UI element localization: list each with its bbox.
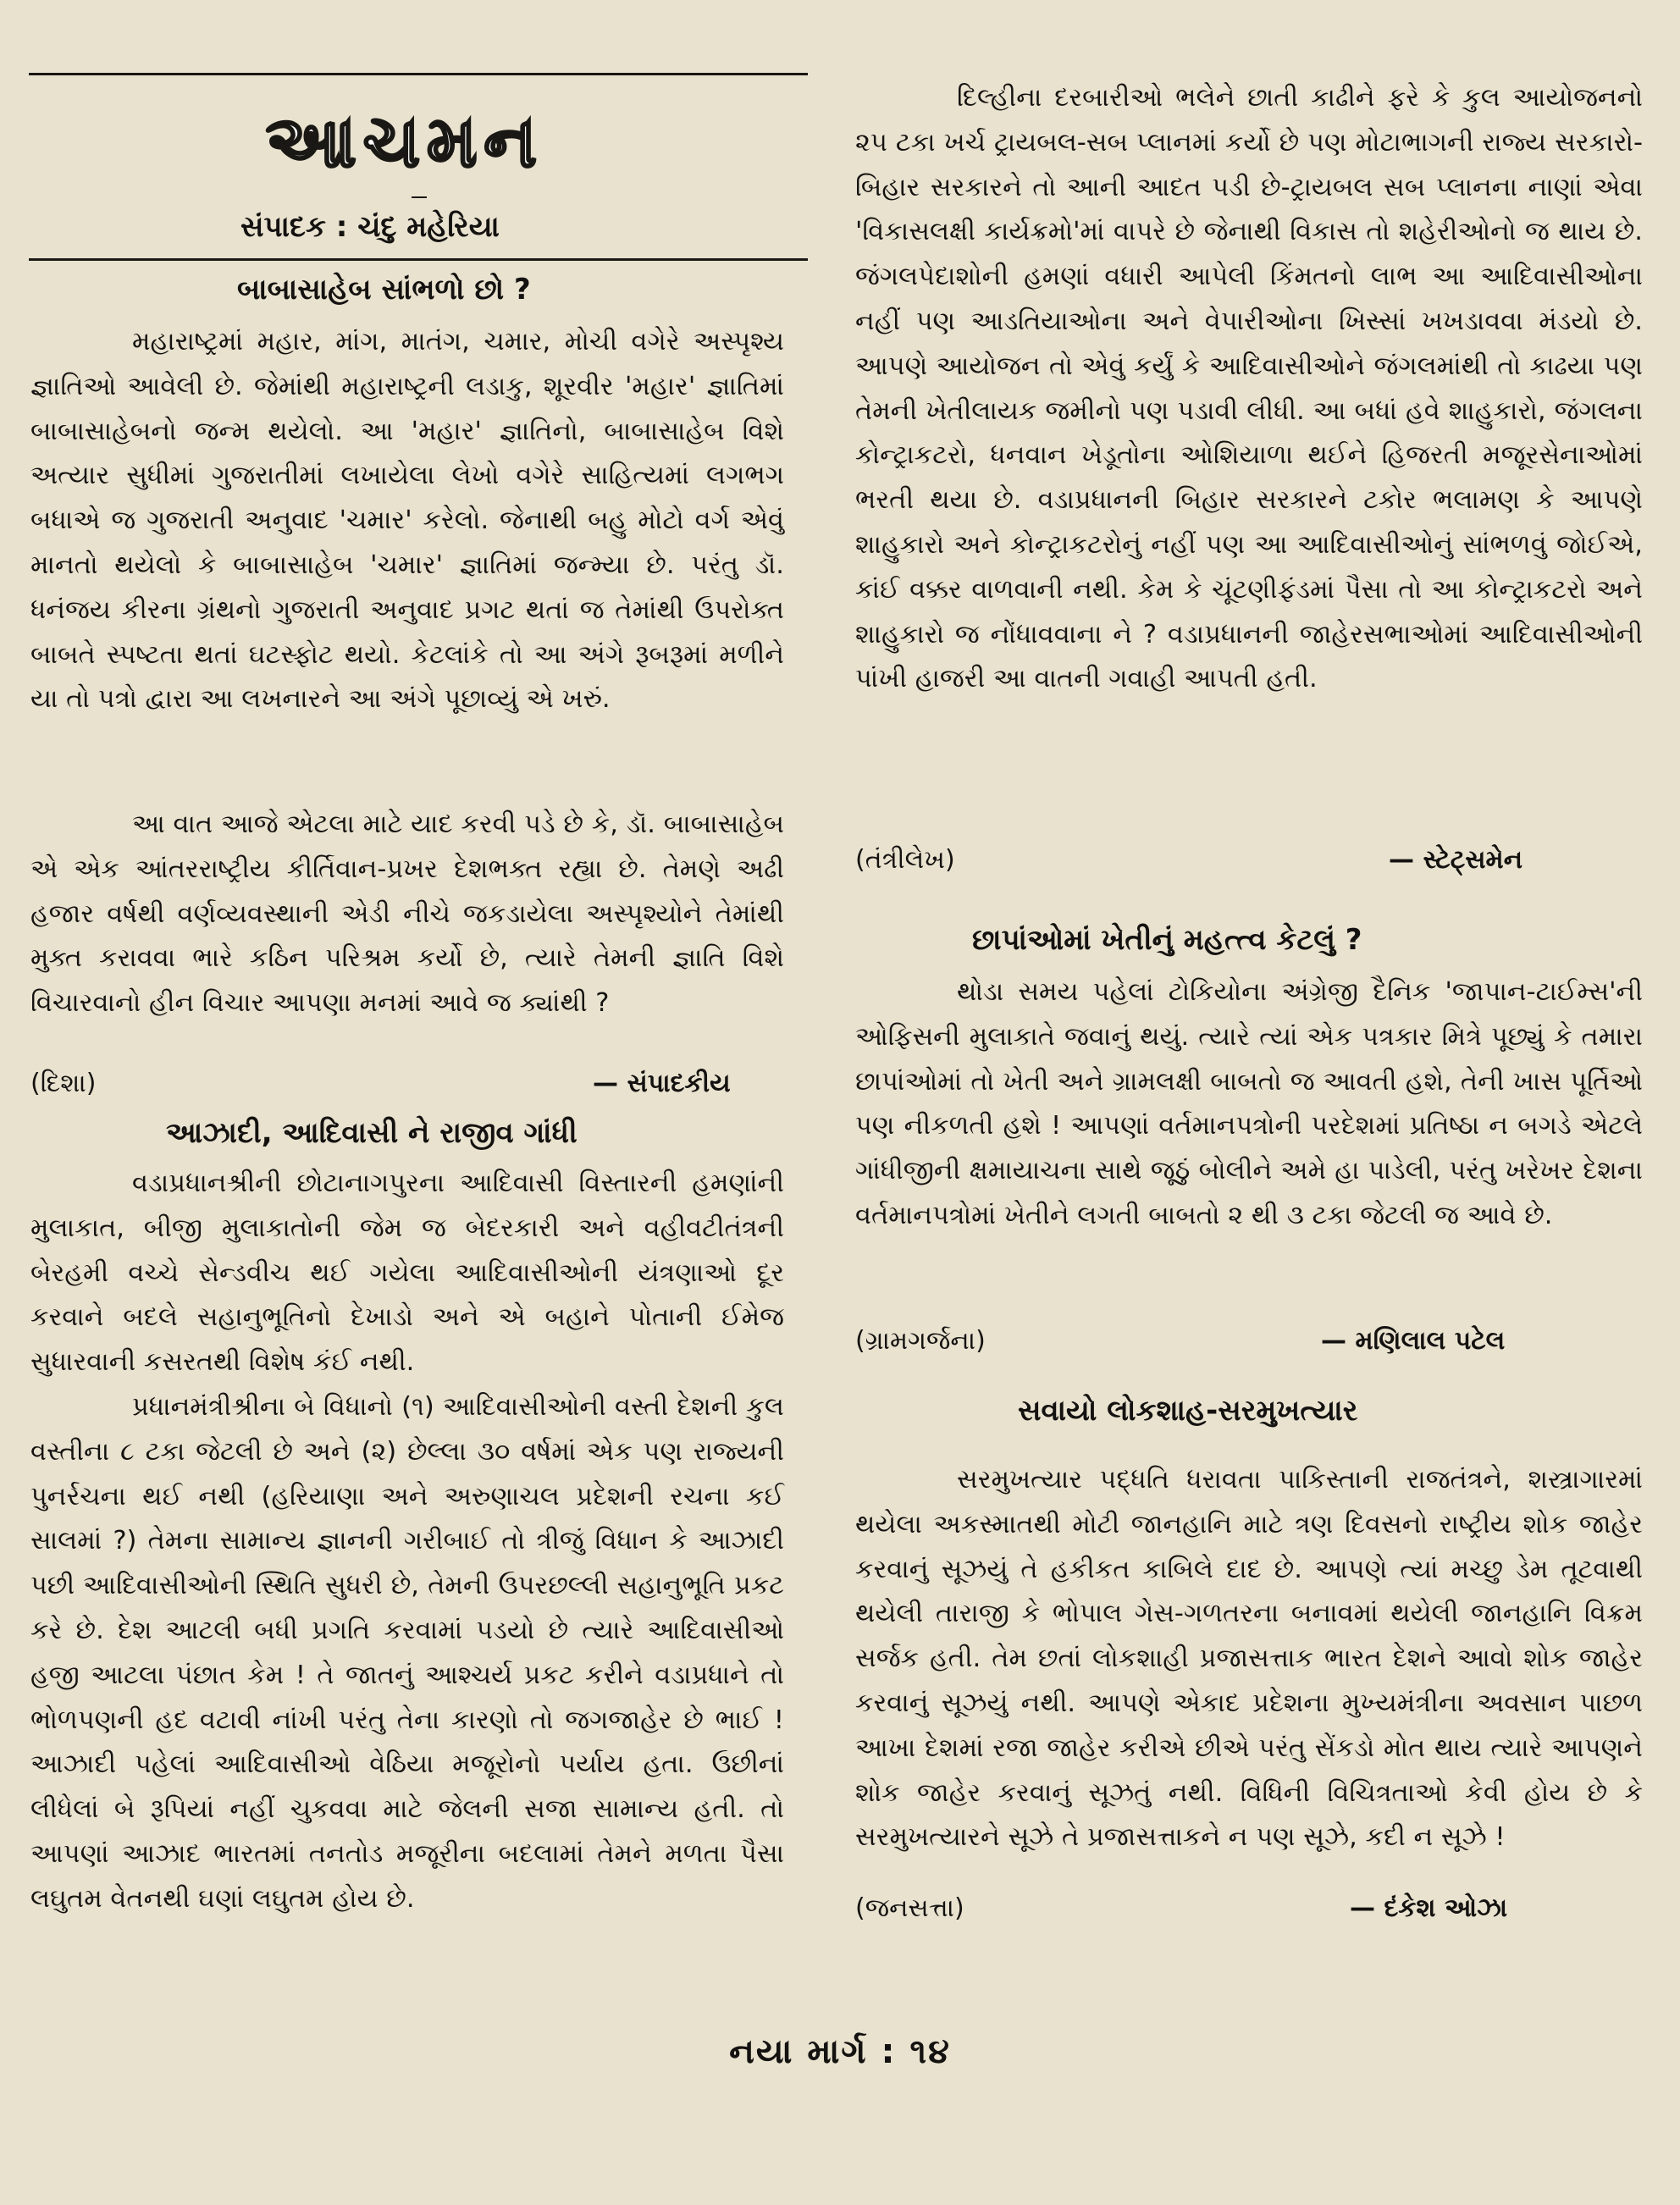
article-4-credit: — દંકેશ ઓઝા (1350, 1893, 1508, 1923)
top-rule (29, 73, 808, 75)
article-3-credit: — મણિલાલ પટેલ (1321, 1326, 1506, 1356)
article-2-paragraph-1: વડાપ્રધાનશ્રીની છોટાનાગપુરના આદિવાસી વિસ્તારની હમણાંની મુલાકાત, બીજી મુલાકાતોની જેમ જ બેદરકારી અને વહીવટીતંત્રની બેરહમી વચ્ચે સેન્ડવીચ થઈ ગયેલા આદિવાસીઓની યંત્રણાઓ દૂર કરવાને બદલે સહાનુભૂતિનો દેખાડો અને એ બહાને પોતાની ઈમેજ સુધારવાની કસરતથી વિશેષ કંઈ નથી. (30, 1169, 784, 1378)
article-2-paragraph-2: પ્રધાનમંત્રીશ્રીના બે વિધાનો (૧) આદિવાસીઓની વસ્તી દેશની કુલ વસ્તીના ૮ ટકા જેટલી છે અને (૨) છેલ્લા ૩૦ વર્ષમાં એક પણ રાજ્યની પુનર્રચના થઈ નથી (હરિયાણા અને અરુણાચલ પ્રદેશની રચના કઈ સાલમાં ?) તેમના સામાન્ય જ્ઞાનની ગરીબાઈ તો ત્રીજું વિધાન કે આઝાદી પછી આદિવાસીઓની સ્થિતિ સુધરી છે, તેમની ઉપરછલ્લી સહાનુભૂતિ પ્રકટ કરે છે. દેશ આટલી બધી પ્રગતિ કરવામાં પડયો છે ત્યારે આદિવાસીઓ હજી આટલા પંછાત કેમ ! તે જાતનું આશ્ચર્ય પ્રકટ કરીને વડાપ્રધાને તો ભોળપણની હદ વટાવી નાંખી પરંતુ તેના કારણો તો જગજાહેર છે ભાઈ ! આઝાદી પહેલાં આદિવાસીઓ વેઠિયા મજૂરોનો પર્યાય હતા. ઉછીનાં લીધેલાં બે રૂપિયાં નહીં ચુકવવા માટે જેલની સજા સામાન્ય હતી. તો આપણાં આઝાદ ભારતમાં તનતોડ મજૂરીના બદલામાં તેમને મળતા પૈસા લઘુતમ વેતનથી ઘણાં લઘુતમ હોય છે. (30, 1392, 784, 1914)
article-1-paragraph-1: મહારાષ્ટ્રમાં મહાર, માંગ, માતંગ, ચમાર, મોચી વગેરે અસ્પૃશ્ય જ્ઞાતિઓ આવેલી છે. જેમાંથી મહારાષ્ટ્રની લડાકુ, શૂરવીર 'મહાર' જ્ઞાતિમાં બાબાસાહેબનો જન્મ થયેલો. આ 'મહાર' જ્ઞાતિનો, બાબાસાહેબ વિશે અત્યાર સુધીમાં ગુજરાતીમાં લખાયેલા લેખો વગેરે સાહિત્યમાં લગભગ બધાએ જ ગુજરાતી અનુવાદ 'ચમાર' કરેલો. જેનાથી બહુ મોટો વર્ગ એવું માનતો થયેલો કે બાબાસાહેબ 'ચમાર' જ્ઞાતિમાં જન્મ્યા છે. પરંતુ ડૉ. ધનંજય કીરના ગ્રંથનો ગુજરાતી અનુવાદ પ્રગટ થતાં જ તેમાંથી ઉપરોક્ત બાબતે સ્પષ્ટતા થતાં ઘટસ્ફોટ થયો. કેટલાંકે તો આ અંગે રૂબરૂમાં મળીને યા તો પત્રો દ્વારા આ લખનારને આ અંગે પૂછાવ્યું એ ખરું. (30, 327, 784, 715)
article-heading-4: સવાયો લોકશાહ-સરમુખત્યાર (1018, 1394, 1358, 1428)
article-heading-1: બાબાસાહેબ સાંભળો છો ? (237, 273, 531, 307)
editor-line: સંપાદક : ચંદુ મહેરિયા (240, 210, 500, 244)
article-2-source: (તંત્રીલેખ) (855, 845, 955, 875)
column-title: આચમન (266, 100, 544, 183)
article-heading-3: છાપાંઓમાં ખેતીનું મહત્ત્વ કેટલું ? (972, 923, 1362, 957)
article-2-credit: — સ્ટેટ્સમેન (1389, 845, 1523, 875)
article-1-credit: — સંપાદકીય (593, 1069, 731, 1098)
article-4-source: (જનસત્તા) (855, 1893, 964, 1923)
page-footer: નયા માર્ગ : ૧૪ (729, 2032, 951, 2071)
title-dash (412, 196, 427, 198)
article-3-paragraph-1: થોડા સમય પહેલાં ટોકિયોના અંગ્રેજી દૈનિક 'જાપાન-ટાઈમ્સ'ની ઓફિસની મુલાકાતે જવાનું થયું. ત્યારે ત્યાં એક પત્રકાર મિત્રે પૂછ્યું કે તમારા છાપાંઓમાં તો ખેતી અને ગ્રામલક્ષી બાબતો જ આવતી હશે, તેની ખાસ પૂર્તિઓ પણ નીકળતી હશે ! આપણાં વર્તમાનપત્રોની પરદેશમાં પ્રતિષ્ઠા ન બગડે એટલે ગાંધીજીની ક્ષમાયાચના સાથે જૂઠું બોલીને અમે હા પાડેલી, પરંતુ ખરેખર દેશના વર્તમાનપત્રોમાં ખેતીને લગતી બાબતો ૨ થી ૩ ટકા જેટલી જ આવે છે. (855, 977, 1643, 1230)
article-4-paragraph-1: સરમુખત્યાર પદ્ધતિ ધરાવતા પાકિસ્તાની રાજતંત્રને, શસ્ત્રાગારમાં થયેલા અકસ્માતથી મોટી જાનહાનિ માટે ત્રણ દિવસનો રાષ્ટ્રીય શોક જાહેર કરવાનું સૂઝયું તે હકીકત કાબિલે દાદ છે. આપણે ત્યાં મચ્છુ ડેમ તૂટવાથી થયેલી તારાજી કે ભોપાલ ગેસ-ગળતરના બનાવમાં થયેલી જાનહાનિ વિક્રમ સર્જક હતી. તેમ છતાં લોકશાહી પ્રજાસત્તાક ભારત દેશને આવો શોક જાહેર કરવાનું સૂઝયું નથી. આપણે એકાદ પ્રદેશના મુખ્યમંત્રીના અવસાન પાછળ આખા દેશમાં રજા જાહેર કરીએ છીએ પરંતુ સેંકડો મોત થાય ત્યારે આપણને શોક જાહેર કરવાનું સૂઝતું નથી. વિધિની વિચિત્રતાઓ કેવી હોય છે કે સરમુખત્યારને સૂઝે તે પ્રજાસત્તાકને ન પણ સૂઝે, કદી ન સૂઝે ! (855, 1465, 1643, 1853)
article-1-paragraph-2: આ વાત આજે એટલા માટે યાદ કરવી પડે છે કે, ડૉ. બાબાસાહેબ એ એક આંતરરાષ્ટ્રીય કીર્તિવાન-પ્રખર દેશભક્ત રહ્યા છે. તેમણે અઢી હજાર વર્ષથી વર્ણવ્યવસ્થાની એડી નીચે જકડાયેલા અસ્પૃશ્યોને તેમાંથી મુક્ત કરાવવા ભારે કઠિન પરિશ્રમ કર્યો છે, ત્યારે તેમની જ્ઞાતિ વિશે વિચારવાનો હીન વિચાર આપણા મનમાં આવે જ ક્યાંથી ? (30, 810, 784, 1019)
masthead-rule (29, 258, 808, 261)
masthead (29, 85, 808, 262)
article-1-source: (દિશા) (30, 1069, 97, 1098)
article-2-paragraph-3: દિલ્હીના દરબારીઓ ભલેને છાતી કાઢીને ફરે કે કુલ આયોજનનો ૨૫ ટકા ખર્ચ ટ્રાયબલ-સબ પ્લાનમાં કર્યો છે પણ મોટાભાગની રાજ્ય સરકારો-બિહાર સરકારને તો આની આદત પડી છે-ટ્રાયબલ સબ પ્લાનના નાણાં એવા 'વિકાસલક્ષી કાર્યક્રમો'માં વાપરે છે જેનાથી વિકાસ તો શહેરીઓનો જ થાય છે. જંગલપેદાશોની હમણાં વધારી આપેલી કિંમતનો લાભ આ આદિવાસીઓના નહીં પણ આડતિયાઓના અને વેપારીઓના ખિસ્સાં ખખડાવવા મંડયો છે. આપણે આયોજન તો એવું કર્યું કે આદિવાસીઓને જંગલમાંથી તો કાઢયા પણ તેમની ખેતીલાયક જમીનો પણ પડાવી લીધી. આ બધાં હવે શાહુકારો, જંગલના કોન્ટ્રાકટરો, ધનવાન ખેડૂતોના ઓશિયાળા થઈને હિજરતી મજૂરસેનાઓમાં ભરતી થયા છે. વડાપ્રધાનની બિહાર સરકારને ટકોર ભલામણ કે આપણે શાહુકારો અને કોન્ટ્રાકટરોનું નહીં પણ આ આદિવાસીઓનું સાંભળવું જોઈએ, કાંઈ વક્કર વાળવાની નથી. કેમ કે ચૂંટણીફંડમાં પૈસા તો આ કોન્ટ્રાકટરો અને શાહુકારો જ નોંધાવવાના ને ? વડાપ્રધાનની જાહેરસભાઓમાં આદિવાસીઓની પાંખી હાજરી આ વાતની ગવાહી આપતી હતી. (855, 83, 1643, 694)
article-heading-2: આઝાદી, આદિવાસી ને રાજીવ ગાંધી (166, 1116, 578, 1150)
article-3-source: (ગ્રામગર્જના) (855, 1326, 986, 1356)
